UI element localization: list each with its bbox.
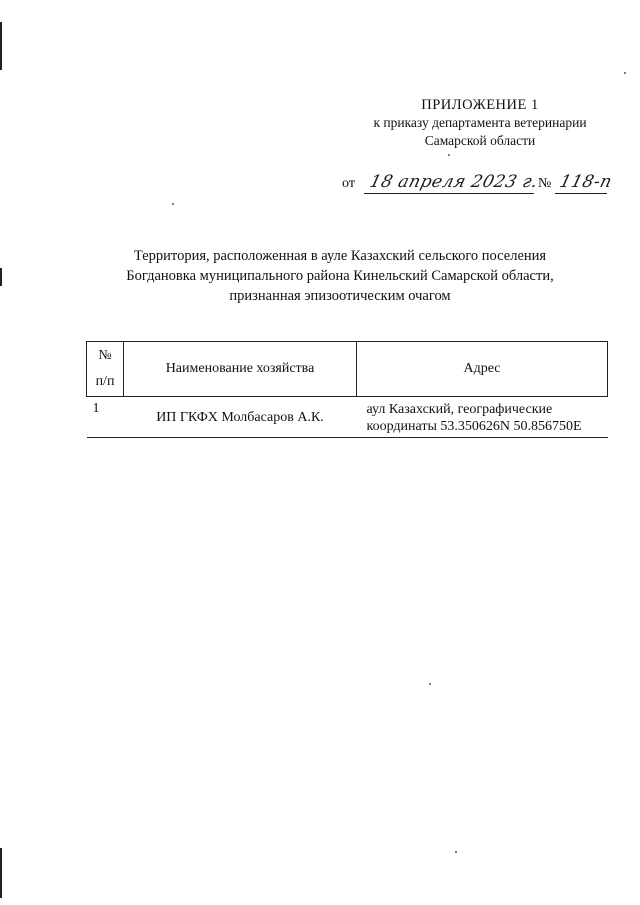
scan-speck	[429, 683, 431, 685]
table-row	[87, 397, 608, 438]
farms-table	[86, 341, 608, 438]
title-line-3: признанная эпизоотическим очагом	[229, 288, 451, 304]
scan-speck	[455, 851, 457, 853]
cell-name: ИП ГКФХ Молбасаров А.К.	[124, 397, 357, 438]
handwritten-number: 118-п	[557, 172, 615, 192]
handwritten-date: 18 апреля 2023 г.	[367, 172, 541, 192]
title-line-1: Территория, расположенная в ауле Казахский сельского поселения	[133, 248, 547, 264]
order-date-number	[342, 172, 615, 196]
header-number: № п/п	[87, 342, 124, 397]
cell-address: аул Казахский, географические координаты 53.350626N 50.856750E	[357, 397, 608, 438]
header-name: Наименование хозяйства	[124, 342, 357, 397]
date-prefix: от	[342, 176, 355, 191]
number-prefix: №	[538, 176, 552, 191]
cell-number: 1	[87, 397, 124, 438]
scan-speck	[448, 154, 450, 156]
scan-edge-mark-middle	[0, 268, 2, 286]
number-underline	[555, 193, 607, 194]
header-address: Адрес	[357, 342, 608, 397]
table-header-row	[87, 342, 608, 397]
appendix-region-line: Самарской области	[424, 133, 536, 148]
title-line-2: Богдановка муниципального района Кинельский Самарской области,	[126, 268, 554, 284]
scan-speck	[624, 72, 626, 74]
scan-edge-mark-top	[0, 22, 2, 70]
appendix-order-line: к приказу департамента ветеринарии	[373, 115, 587, 130]
appendix-title: ПРИЛОЖЕНИЕ 1	[421, 97, 539, 113]
scan-speck	[172, 203, 174, 205]
document-title	[60, 246, 620, 306]
date-underline	[364, 193, 534, 194]
scan-edge-mark-bottom	[0, 848, 2, 898]
appendix-header	[340, 96, 620, 150]
